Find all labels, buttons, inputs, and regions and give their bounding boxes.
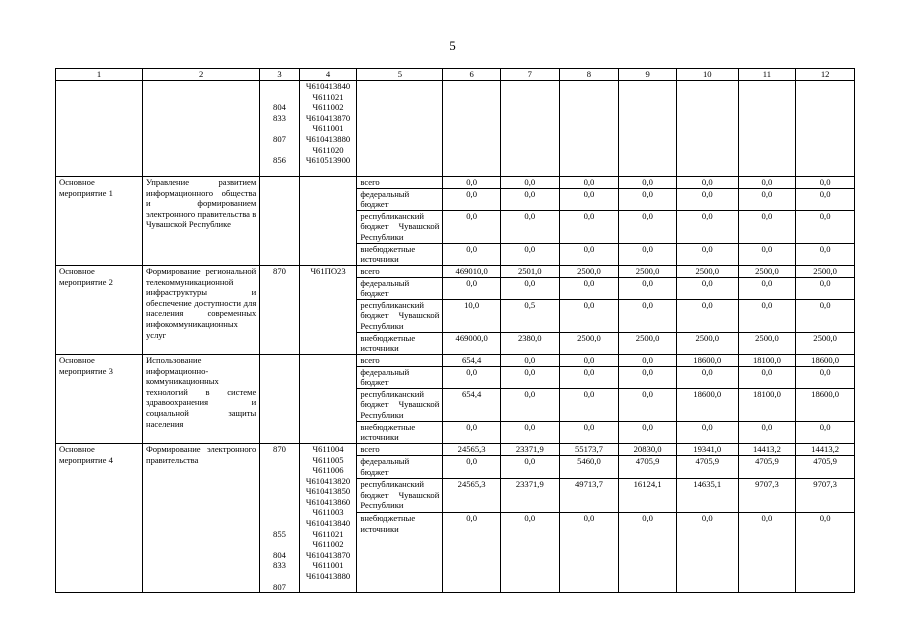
budget-table: [55, 68, 855, 593]
measure-description: Управление развитием информационного общества и формированием электронного правительства в Чувашской Республике: [142, 177, 259, 266]
kbk-code-col4: [299, 177, 357, 266]
amount-cell: 469000,0: [443, 332, 501, 354]
kbk-code-col3: 870 855 804 833 807: [260, 443, 299, 592]
amount-cell: 18100,0: [738, 388, 796, 421]
amount-cell: 0,0: [676, 513, 738, 593]
amount-cell: 2500,0: [619, 265, 677, 277]
amount-cell: 0,0: [738, 177, 796, 189]
amount-cell: 2500,0: [738, 332, 796, 354]
col-header: 11: [738, 69, 796, 81]
amount-cell: 0,0: [559, 354, 619, 366]
col-header: 4: [299, 69, 357, 81]
amount-cell: 2500,0: [559, 265, 619, 277]
amount-cell: 18600,0: [796, 354, 855, 366]
col-header: 1: [56, 69, 143, 81]
amount-cell: 0,5: [500, 299, 559, 332]
col-header: 9: [619, 69, 677, 81]
amount-cell: 18600,0: [676, 354, 738, 366]
kbk-code-col4: Ч610413840 Ч611021 Ч611002 Ч610413870 Ч611001 Ч610413880 Ч611020 Ч610513900: [299, 81, 357, 177]
amount-cell: 0,0: [796, 366, 855, 388]
amount-cell: 0,0: [676, 188, 738, 210]
amount-cell: 0,0: [796, 188, 855, 210]
amount-cell: 0,0: [676, 210, 738, 243]
col-header: 3: [260, 69, 299, 81]
amount-cell: 0,0: [796, 210, 855, 243]
funding-source: всего: [357, 265, 443, 277]
amount-cell: 0,0: [738, 421, 796, 443]
amount-cell: 0,0: [500, 388, 559, 421]
amount-cell: 0,0: [500, 210, 559, 243]
amount-cell: 14635,1: [676, 478, 738, 512]
amount-cell: 0,0: [676, 277, 738, 299]
amount-cell: 0,0: [738, 299, 796, 332]
amount-cell: 0,0: [559, 243, 619, 265]
measure-description: Формирование электронного правительства: [142, 443, 259, 592]
amount-cell: 0,0: [619, 366, 677, 388]
amount-cell: 0,0: [500, 243, 559, 265]
amount-cell: 18600,0: [796, 388, 855, 421]
cell-empty: [676, 81, 738, 177]
header-row: [56, 69, 855, 81]
amount-cell: 4705,9: [738, 455, 796, 478]
amount-cell: 0,0: [676, 299, 738, 332]
amount-cell: 2500,0: [796, 265, 855, 277]
amount-cell: 0,0: [796, 299, 855, 332]
amount-cell: 0,0: [559, 366, 619, 388]
funding-source: республиканский бюджет Чувашской Республики: [357, 388, 443, 421]
amount-cell: 0,0: [443, 421, 501, 443]
amount-cell: 2501,0: [500, 265, 559, 277]
amount-cell: 0,0: [796, 243, 855, 265]
amount-cell: 0,0: [676, 421, 738, 443]
continuation-row: [56, 81, 855, 177]
amount-cell: 0,0: [619, 421, 677, 443]
amount-cell: 0,0: [619, 210, 677, 243]
amount-cell: 0,0: [559, 299, 619, 332]
amount-cell: 10,0: [443, 299, 501, 332]
amount-cell: 0,0: [619, 513, 677, 593]
funding-source: республиканский бюджет Чувашской Республики: [357, 478, 443, 512]
amount-cell: 2500,0: [676, 265, 738, 277]
funding-source: республиканский бюджет Чувашской Республики: [357, 299, 443, 332]
table-row: [56, 443, 855, 455]
amount-cell: 55173,7: [559, 443, 619, 455]
amount-cell: 14413,2: [738, 443, 796, 455]
amount-cell: 0,0: [619, 188, 677, 210]
amount-cell: 0,0: [443, 243, 501, 265]
amount-cell: 0,0: [559, 188, 619, 210]
funding-source: всего: [357, 354, 443, 366]
col-header: 5: [357, 69, 443, 81]
funding-source: внебюджетные источники: [357, 243, 443, 265]
amount-cell: 9707,3: [796, 478, 855, 512]
amount-cell: 2380,0: [500, 332, 559, 354]
kbk-code-col3: [260, 177, 299, 266]
funding-source: внебюджетные источники: [357, 332, 443, 354]
amount-cell: 0,0: [500, 421, 559, 443]
cell-empty: [796, 81, 855, 177]
amount-cell: 0,0: [676, 177, 738, 189]
amount-cell: 14413,2: [796, 443, 855, 455]
amount-cell: 0,0: [619, 388, 677, 421]
table-row: [56, 177, 855, 189]
amount-cell: 4705,9: [676, 455, 738, 478]
col-header: 6: [443, 69, 501, 81]
page-number: 5: [449, 38, 456, 53]
cell-empty: [443, 81, 501, 177]
cell-empty: [500, 81, 559, 177]
amount-cell: 0,0: [738, 277, 796, 299]
amount-cell: 0,0: [676, 243, 738, 265]
amount-cell: 0,0: [443, 177, 501, 189]
amount-cell: 0,0: [796, 177, 855, 189]
funding-source: федеральный бюджет: [357, 188, 443, 210]
amount-cell: 16124,1: [619, 478, 677, 512]
amount-cell: 0,0: [738, 243, 796, 265]
amount-cell: 2500,0: [676, 332, 738, 354]
amount-cell: 0,0: [443, 513, 501, 593]
amount-cell: 0,0: [796, 421, 855, 443]
cell-empty: [559, 81, 619, 177]
table-row: [56, 354, 855, 366]
amount-cell: 0,0: [738, 210, 796, 243]
amount-cell: 654,4: [443, 354, 501, 366]
amount-cell: 0,0: [559, 277, 619, 299]
measure-name: Основное мероприятие 3: [56, 354, 143, 443]
amount-cell: 24565,3: [443, 443, 501, 455]
measure-description: Использование информационно-коммуникационных технологий в системе здравоохранения и социальной защиты населения: [142, 354, 259, 443]
amount-cell: 0,0: [443, 188, 501, 210]
amount-cell: 0,0: [443, 366, 501, 388]
amount-cell: 0,0: [559, 388, 619, 421]
funding-source: федеральный бюджет: [357, 277, 443, 299]
amount-cell: 0,0: [500, 277, 559, 299]
amount-cell: 4705,9: [619, 455, 677, 478]
amount-cell: 0,0: [738, 366, 796, 388]
measure-name: Основное мероприятие 4: [56, 443, 143, 592]
kbk-code-col3: 804 833 807 856: [260, 81, 299, 177]
amount-cell: 0,0: [559, 513, 619, 593]
amount-cell: 0,0: [500, 188, 559, 210]
cell-empty: [619, 81, 677, 177]
amount-cell: 0,0: [676, 366, 738, 388]
kbk-code-col3: [260, 354, 299, 443]
funding-source: всего: [357, 443, 443, 455]
amount-cell: 24565,3: [443, 478, 501, 512]
amount-cell: 2500,0: [619, 332, 677, 354]
amount-cell: 0,0: [619, 277, 677, 299]
funding-source: республиканский бюджет Чувашской Республики: [357, 210, 443, 243]
amount-cell: 0,0: [443, 210, 501, 243]
amount-cell: 654,4: [443, 388, 501, 421]
amount-cell: 0,0: [738, 513, 796, 593]
amount-cell: 18100,0: [738, 354, 796, 366]
amount-cell: 2500,0: [796, 332, 855, 354]
amount-cell: 0,0: [443, 277, 501, 299]
amount-cell: 0,0: [796, 277, 855, 299]
amount-cell: 23371,9: [500, 443, 559, 455]
amount-cell: 4705,9: [796, 455, 855, 478]
amount-cell: 0,0: [559, 177, 619, 189]
amount-cell: 0,0: [500, 455, 559, 478]
col-header: 2: [142, 69, 259, 81]
measure-name: Основное мероприятие 1: [56, 177, 143, 266]
col-header: 8: [559, 69, 619, 81]
funding-source: внебюджетные источники: [357, 513, 443, 593]
amount-cell: 0,0: [619, 299, 677, 332]
kbk-code-col4: Ч611004 Ч611005 Ч611006 Ч610413820 Ч610413850 Ч610413860 Ч611003 Ч610413840 Ч611021 Ч611002 Ч610413870 Ч611001 Ч610413880: [299, 443, 357, 592]
cell-empty: [357, 81, 443, 177]
col-header: 10: [676, 69, 738, 81]
amount-cell: 0,0: [559, 421, 619, 443]
amount-cell: 0,0: [500, 354, 559, 366]
kbk-code-col4: [299, 354, 357, 443]
col-header: 7: [500, 69, 559, 81]
amount-cell: 0,0: [738, 188, 796, 210]
kbk-code-col4: Ч61ПО23: [299, 265, 357, 354]
funding-source: федеральный бюджет: [357, 455, 443, 478]
funding-source: внебюджетные источники: [357, 421, 443, 443]
amount-cell: 0,0: [500, 177, 559, 189]
funding-source: федеральный бюджет: [357, 366, 443, 388]
table-row: [56, 265, 855, 277]
cell-empty: [56, 81, 143, 177]
amount-cell: 19341,0: [676, 443, 738, 455]
amount-cell: 0,0: [619, 243, 677, 265]
amount-cell: 0,0: [500, 513, 559, 593]
amount-cell: 2500,0: [738, 265, 796, 277]
cell-empty: [738, 81, 796, 177]
amount-cell: 469010,0: [443, 265, 501, 277]
cell-empty: [142, 81, 259, 177]
amount-cell: 5460,0: [559, 455, 619, 478]
kbk-code-col3: 870: [260, 265, 299, 354]
amount-cell: 9707,3: [738, 478, 796, 512]
amount-cell: 23371,9: [500, 478, 559, 512]
amount-cell: 49713,7: [559, 478, 619, 512]
amount-cell: 0,0: [619, 354, 677, 366]
amount-cell: 0,0: [443, 455, 501, 478]
amount-cell: 18600,0: [676, 388, 738, 421]
measure-description: Формирование региональной телекоммуникационной инфраструктуры и обеспечение доступности для населения современных инфокоммуникационных услуг: [142, 265, 259, 354]
measure-name: Основное мероприятие 2: [56, 265, 143, 354]
amount-cell: 0,0: [500, 366, 559, 388]
amount-cell: 0,0: [559, 210, 619, 243]
amount-cell: 2500,0: [559, 332, 619, 354]
amount-cell: 0,0: [796, 513, 855, 593]
amount-cell: 20830,0: [619, 443, 677, 455]
funding-source: всего: [357, 177, 443, 189]
col-header: 12: [796, 69, 855, 81]
amount-cell: 0,0: [619, 177, 677, 189]
